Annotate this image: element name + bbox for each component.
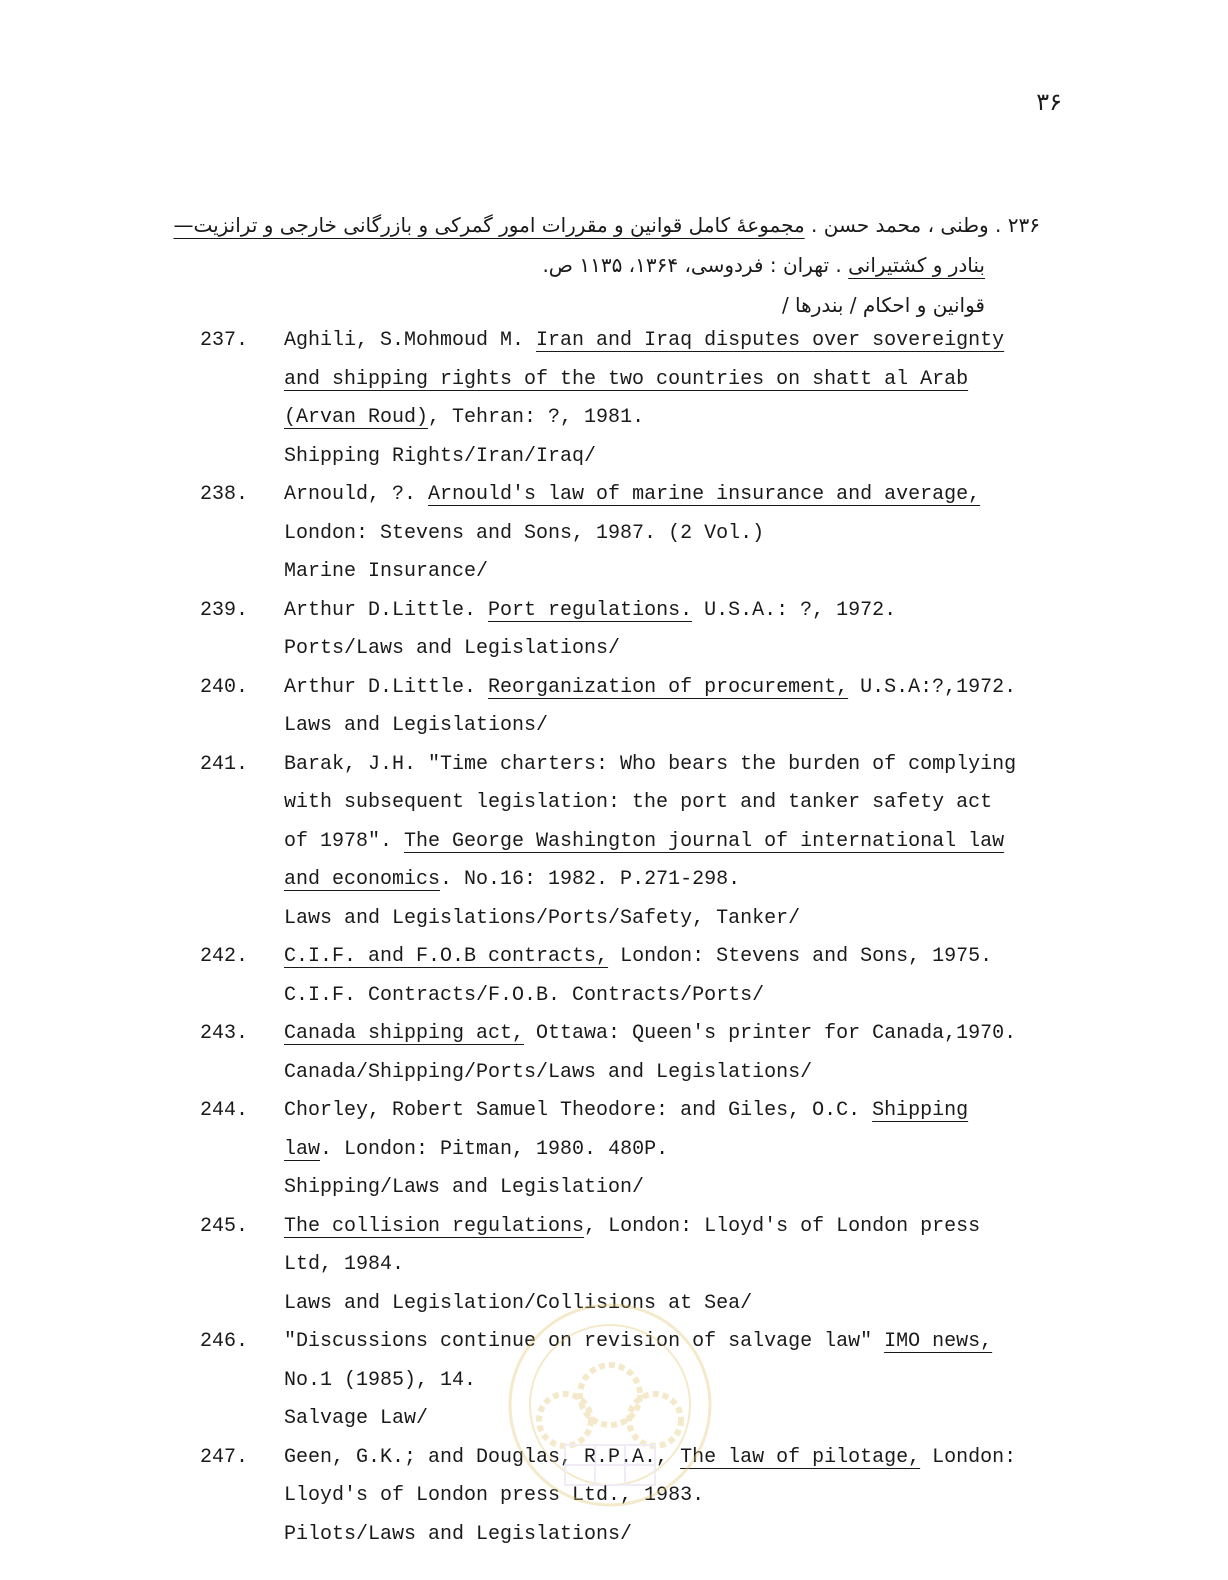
entry-publication: U.S.A.: ?, 1972. bbox=[692, 598, 897, 622]
persian-entry-publication: . تهران : فردوسی، ۱۳۶۴، ۱۱۳۵ ص. bbox=[542, 253, 849, 277]
entry-number: 240. bbox=[200, 675, 249, 699]
entry-subject: Laws and Legislation/Collisions at Sea/ bbox=[284, 1291, 753, 1315]
entry-title-cont: (Arvan Roud) bbox=[284, 406, 429, 429]
entry-author: Aghili, S.Mohmoud M. bbox=[284, 329, 537, 352]
entry-number: 239. bbox=[200, 598, 249, 622]
entry-title: Port regulations. bbox=[488, 598, 693, 622]
bibliography-list bbox=[200, 322, 1070, 1554]
entry-author: Geen, G.K.; and Douglas, R.P.A., bbox=[284, 1445, 681, 1469]
entry-title: Reorganization of procurement, bbox=[488, 675, 849, 699]
entry-241 bbox=[200, 746, 1070, 939]
entry-243 bbox=[200, 1015, 1070, 1092]
entry-publication: No.1 (1985), 14. bbox=[284, 1368, 477, 1392]
persian-entry-line-2 bbox=[150, 245, 1040, 285]
entry-239 bbox=[200, 592, 1070, 669]
entry-title-cont: law bbox=[284, 1137, 321, 1161]
entry-subject: Ports/Laws and Legislations/ bbox=[284, 637, 621, 660]
entry-subject: Laws and Legislations/ bbox=[284, 714, 549, 737]
entry-title: The law of pilotage, bbox=[680, 1445, 921, 1469]
entry-title: Arnould's law of marine insurance and average, bbox=[428, 483, 981, 506]
entry-article-cont: with subsequent legislation: the port and tanker safety act bbox=[284, 791, 993, 814]
entry-title-cont: and economics bbox=[284, 868, 441, 891]
entry-number: 238. bbox=[200, 483, 249, 506]
entry-title: C.I.F. and F.O.B contracts, bbox=[284, 945, 609, 968]
entry-245 bbox=[200, 1208, 1070, 1324]
entry-title: IMO news, bbox=[884, 1330, 993, 1353]
entry-number: 245. bbox=[200, 1214, 249, 1238]
entry-246 bbox=[200, 1323, 1070, 1439]
entry-number: 243. bbox=[200, 1022, 249, 1045]
persian-entry-line-1 bbox=[150, 205, 1040, 245]
entry-publication: London: bbox=[920, 1445, 1017, 1469]
entry-title: Canada shipping act, bbox=[284, 1022, 525, 1045]
persian-entry-author: وطنی ، محمد حسن . bbox=[804, 213, 989, 237]
entry-number: 246. bbox=[200, 1330, 249, 1353]
entry-number: 247. bbox=[200, 1445, 249, 1469]
entry-publication-cont: Lloyd's of London press Ltd., 1983. bbox=[284, 1484, 705, 1507]
entry-title: The collision regulations bbox=[284, 1214, 585, 1238]
entry-number: 242. bbox=[200, 945, 249, 968]
entry-publication-cont: Ltd, 1984. bbox=[284, 1253, 405, 1276]
entry-subject: Shipping/Laws and Legislation/ bbox=[284, 1176, 645, 1199]
entry-title: Shipping bbox=[872, 1099, 969, 1122]
entry-publication: , London: Lloyd's of London press bbox=[584, 1214, 981, 1238]
entry-author-article: Barak, J.H. "Time charters: Who bears the burden of complying bbox=[284, 752, 1017, 776]
entry-subject: Laws and Legislations/Ports/Safety, Tanker/ bbox=[284, 906, 801, 930]
entry-subject: Shipping Rights/Iran/Iraq/ bbox=[284, 444, 597, 468]
entry-240 bbox=[200, 669, 1070, 746]
entry-author: Arnould, ?. bbox=[284, 483, 429, 506]
entry-244 bbox=[200, 1092, 1070, 1208]
entry-publication: London: Stevens and Sons, 1987. (2 Vol.) bbox=[284, 521, 765, 545]
entry-number: 244. bbox=[200, 1099, 249, 1122]
entry-publication: London: Stevens and Sons, 1975. bbox=[608, 945, 993, 968]
entry-article: "Discussions continue on revision of salvage law" bbox=[284, 1330, 885, 1353]
entry-publication: . No.16: 1982. P.271-298. bbox=[440, 868, 741, 891]
page-number: ۳۶ bbox=[1036, 88, 1062, 116]
persian-entry-title-cont: بنادر و کشتیرانی bbox=[848, 253, 985, 277]
entry-subject: C.I.F. Contracts/F.O.B. Contracts/Ports/ bbox=[284, 983, 765, 1007]
entry-title: Iran and Iraq disputes over sovereignty bbox=[536, 329, 1005, 352]
entry-publication: . London: Pitman, 1980. 480P. bbox=[320, 1137, 669, 1161]
entry-article-cont: of 1978". bbox=[284, 829, 405, 853]
entry-title: The George Washington journal of international law bbox=[404, 829, 1005, 853]
entry-247 bbox=[200, 1439, 1070, 1555]
entry-237 bbox=[200, 322, 1070, 476]
entry-subject: Marine Insurance/ bbox=[284, 560, 489, 583]
entry-subject: Canada/Shipping/Ports/Laws and Legislations/ bbox=[284, 1060, 813, 1084]
entry-number: 237. bbox=[200, 329, 249, 352]
entry-author: Arthur D.Little. bbox=[284, 675, 489, 699]
entry-title-cont: and shipping rights of the two countries on shatt al Arab bbox=[284, 367, 969, 391]
entry-author: Chorley, Robert Samuel Theodore: and Giles, O.C. bbox=[284, 1099, 873, 1122]
entry-subject: Salvage Law/ bbox=[284, 1407, 429, 1430]
persian-entry-title: مجموعهٔ کامل قوانین و مقررات امور گمرکی و بازرگانی خارجی و ترانزیت— bbox=[173, 213, 805, 237]
entry-238 bbox=[200, 476, 1070, 592]
entry-publication: Ottawa: Queen's printer for Canada,1970. bbox=[524, 1022, 1017, 1045]
entry-publication: , Tehran: ?, 1981. bbox=[428, 406, 645, 429]
persian-entry-subjects: قوانین و احکام / بندرها / bbox=[781, 293, 985, 317]
entry-242 bbox=[200, 938, 1070, 1015]
entry-subject: Pilots/Laws and Legislations/ bbox=[284, 1522, 633, 1546]
entry-publication: U.S.A:?,1972. bbox=[848, 675, 1017, 699]
persian-bibliography-entry bbox=[150, 205, 1040, 325]
entry-number: 241. bbox=[200, 752, 249, 776]
persian-entry-number: ۲۳۶ . bbox=[988, 213, 1040, 237]
entry-author: Arthur D.Little. bbox=[284, 598, 489, 622]
